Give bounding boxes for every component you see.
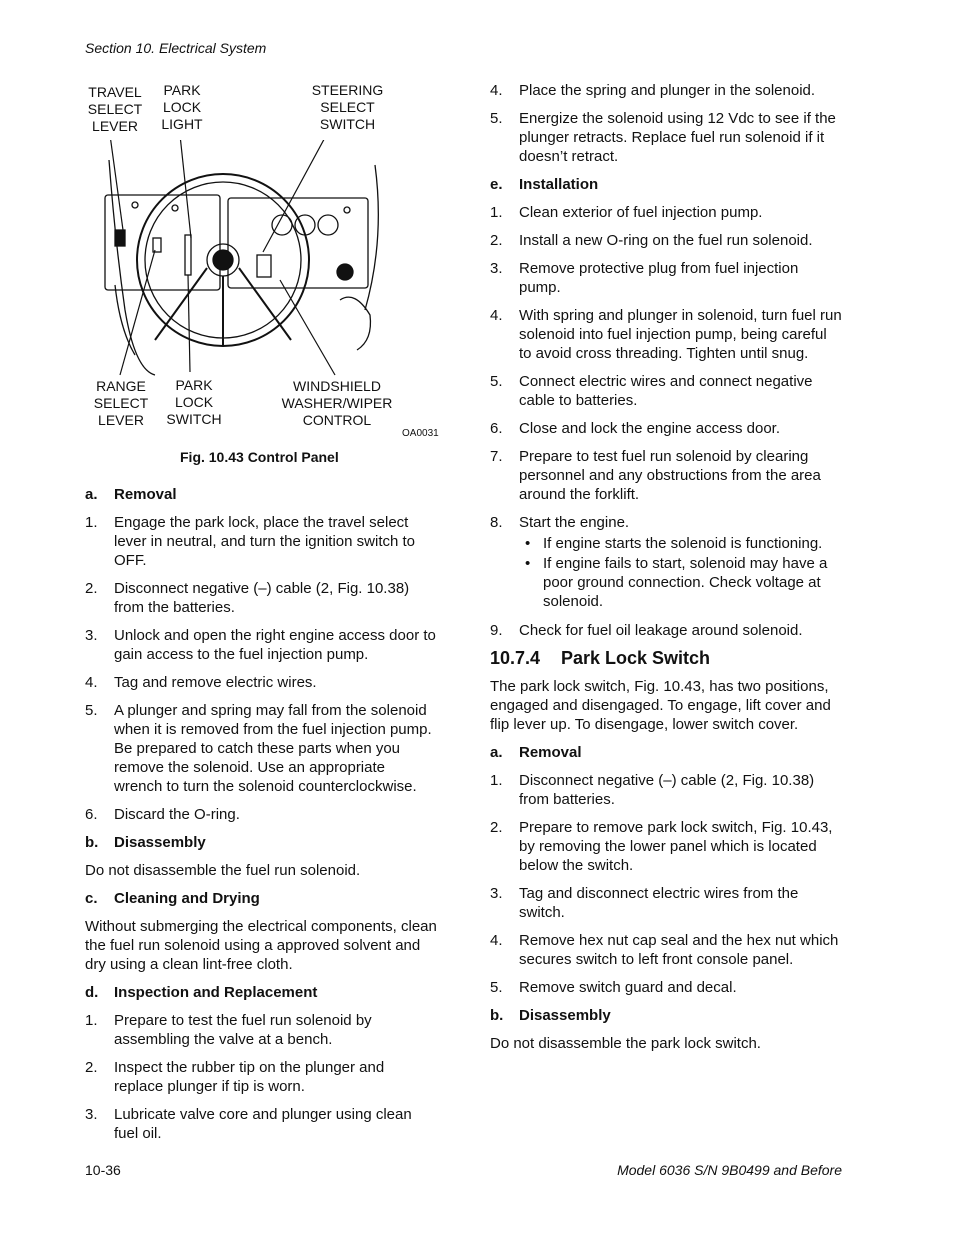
list-item: 8. Start the engine. • If engine starts the solenoid is functioning. • If engine fails to start, solenoid may have a poor ground connection. Check voltage at solenoid. [490,513,842,612]
removal-list [85,513,437,824]
subheading-cleaning: c. Cleaning and Drying [85,890,260,907]
subheading-disassembly: b. Disassembly [85,834,206,851]
list-item: 2. Prepare to remove park lock switch, Fig. 10.43, by removing the lower panel which is located below the switch. [490,819,833,874]
list-item: 1. Clean exterior of fuel injection pump. [490,204,763,221]
control-panel-drawing [95,140,395,380]
label-windshield-washer-wiper-control: WINDSHIELD WASHER/WIPER CONTROL [281,378,393,428]
section-intro: The park lock switch, Fig. 10.43, has two positions, engaged and disengaged. To engage, lift cover and flip lever up. To disengage, lower switch cover. [490,678,831,733]
list-item: 4. With spring and plunger in solenoid, turn fuel run solenoid into fuel injection pump, being careful to avoid cross threading. Tighten until snug. [490,307,842,362]
list-item: 3. Remove protective plug from fuel injection pump. [490,260,799,296]
list-item: 2. Inspect the rubber tip on the plunger and replace plunger if tip is worn. [85,1059,385,1095]
bullet-item: • If engine starts the solenoid is functioning. [525,535,823,552]
cleaning-text: Without submerging the electrical components, clean the fuel run solenoid using a approved solvent and dry using a clean lint-free cloth. [85,918,437,973]
section-heading: 10.7.4 Park Lock Switch [490,648,711,668]
list-item: 5. A plunger and spring may fall from the solenoid when it is removed from the fuel injection pump. Be prepared to catch these parts when you remove the solenoid. Use an appropriate wrench to turn the solenoid counterclockwise. [85,702,432,795]
list-item: 5. Connect electric wires and connect negative cable to batteries. [490,373,813,409]
label-park-lock-light: PARK LOCK LIGHT [161,82,203,132]
list-item: 9. Check for fuel oil leakage around solenoid. [490,622,803,639]
page-header: Section 10. Electrical System [85,40,267,56]
list-item: 3. Tag and disconnect electric wires from the switch. [490,885,799,921]
list-item: 6. Close and lock the engine access door. [490,420,780,437]
list-item: 5. Energize the solenoid using 12 Vdc to see if the plunger retracts. Replace fuel run solenoid if it doesn’t retract. [490,110,836,165]
subheading-removal: a. Removal [85,486,177,503]
disassembly-switch-text: Do not disassemble the park lock switch. [490,1035,761,1052]
list-item: 1. Prepare to test the fuel run solenoid by assembling the valve at a bench. [85,1012,372,1048]
label-park-lock-switch: PARK LOCK SWITCH [166,377,222,427]
subheading-installation: e. Installation [490,176,599,193]
list-item: 4. Place the spring and plunger in the solenoid. [490,82,816,99]
subheading-removal-switch: a. Removal [490,744,582,761]
list-item: 1. Disconnect negative (–) cable (2, Fig. 10.38) from batteries. [490,772,815,808]
list-item: 3. Unlock and open the right engine access door to gain access to the fuel injection pump. [85,627,436,663]
disassembly-text: Do not disassemble the fuel run solenoid. [85,862,361,879]
left-column [85,485,437,1152]
list-item: 7. Prepare to test fuel run solenoid by clearing personnel and any obstructions from the area around the forklift. [490,448,821,503]
label-steering-select-switch: STEERING SELECT SWITCH [311,82,384,132]
label-travel-select-lever: TRAVEL SELECT LEVER [87,84,143,134]
list-item: 4. Tag and remove electric wires. [85,674,317,691]
inspection-list [85,1011,437,1143]
figure-caption: Fig. 10.43 Control Panel [180,449,339,465]
figure-code: OA0031 [402,428,439,439]
list-item: 1. Engage the park lock, place the travel select lever in neutral, and turn the ignition switch to OFF. [85,514,416,569]
list-item: 6. Discard the O-ring. [85,806,240,823]
label-range-select-lever: RANGE SELECT LEVER [93,378,149,428]
page-number: 10-36 [85,1162,121,1178]
model-footer: Model 6036 S/N 9B0499 and Before [617,1162,842,1178]
list-item: 2. Disconnect negative (–) cable (2, Fig. 10.38) from the batteries. [85,580,410,616]
right-column [490,81,842,1062]
subheading-disassembly-switch: b. Disassembly [490,1007,611,1024]
bullet-list [519,534,842,611]
list-item: 5. Remove switch guard and decal. [490,979,737,996]
subheading-inspection: d. Inspection and Replacement [85,984,318,1001]
list-item: 2. Install a new O-ring on the fuel run solenoid. [490,232,813,249]
list-item: 3. Lubricate valve core and plunger using clean fuel oil. [85,1106,412,1142]
list-item: 4. Remove hex nut cap seal and the hex nut which secures switch to left front console panel. [490,932,839,968]
bullet-item: • If engine fails to start, solenoid may have a poor ground connection. Check voltage at solenoid. [525,555,828,610]
